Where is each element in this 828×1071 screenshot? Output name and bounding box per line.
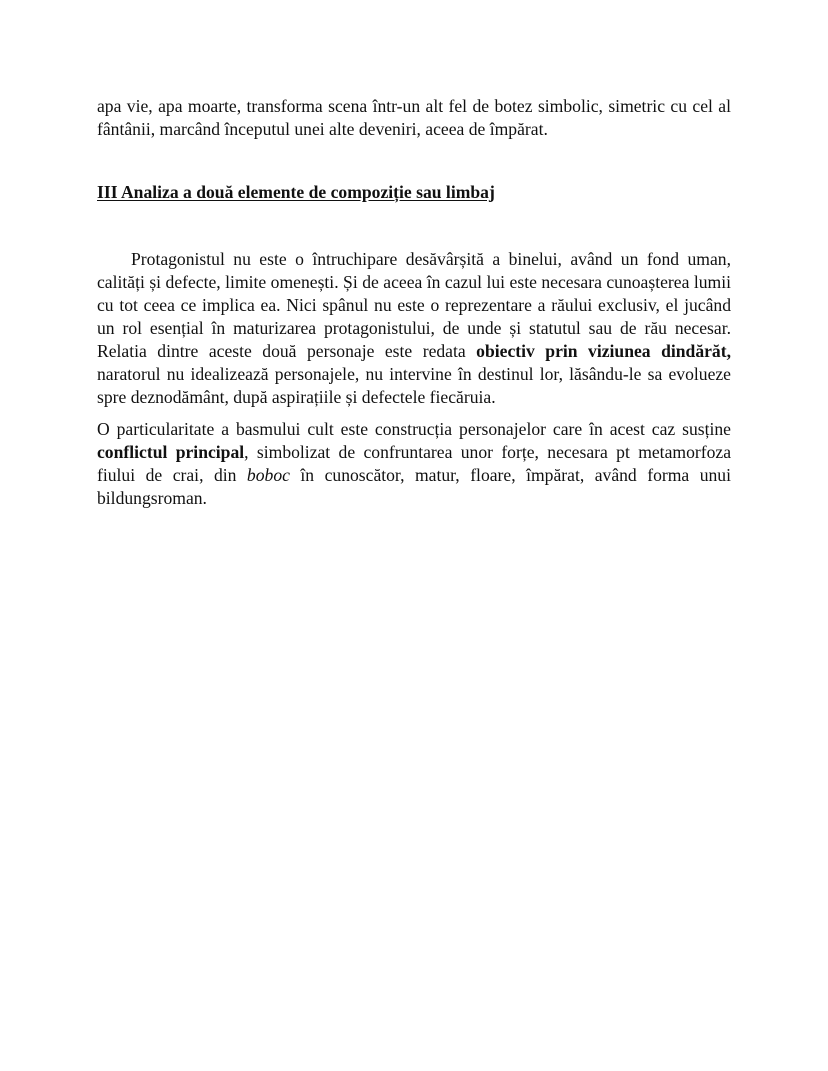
italic-word: boboc [246, 465, 290, 485]
section-heading: III Analiza a două elemente de compoziție sau limbaj [97, 182, 495, 202]
paragraph-particularity [97, 418, 731, 510]
bold-phrase: obiectiv prin viziunea dindărăt, [476, 341, 731, 361]
paragraph-continuation: apa vie, apa moarte, transforma scena într-un alt fel de botez simbolic, simetric cu cel al fântânii, marcând începutul unei alte deveniri, aceea de împărat. [97, 96, 731, 139]
paragraph-text: în cunoscător, matur, floare, împărat, având forma unui bildungsroman. [97, 465, 731, 508]
document-page [97, 95, 731, 510]
paragraph-text: O particularitate a basmului cult este construcția personajelor care în acest caz susține [97, 419, 731, 439]
paragraph-text: , simbolizat de confruntarea unor forțe, necesara pt metamorfoza fiului de crai, din [97, 442, 731, 485]
bold-phrase: conflictul principal [97, 442, 245, 462]
paragraph-text: naratorul nu idealizează personajele, nu intervine în destinul lor, lăsându-le sa evolueze spre deznodământ, după aspirațiile și defectele fiecăruia. [97, 364, 731, 407]
paragraph-protagonist [97, 248, 731, 409]
paragraph-text: Protagonistul nu este o întruchipare desăvârșită a binelui, având un fond uman, calități și defecte, limite omenești. Și de aceea în cazul lui este necesara cunoașterea lumii cu tot ceea ce implica ea. Nici spânul nu este o reprezentare a răului exclusiv, el jucând un rol esențial în maturizarea protagonistului, de unde și statutul sau de rău necesar. Relatia dintre aceste două personaje este redata [97, 249, 731, 361]
